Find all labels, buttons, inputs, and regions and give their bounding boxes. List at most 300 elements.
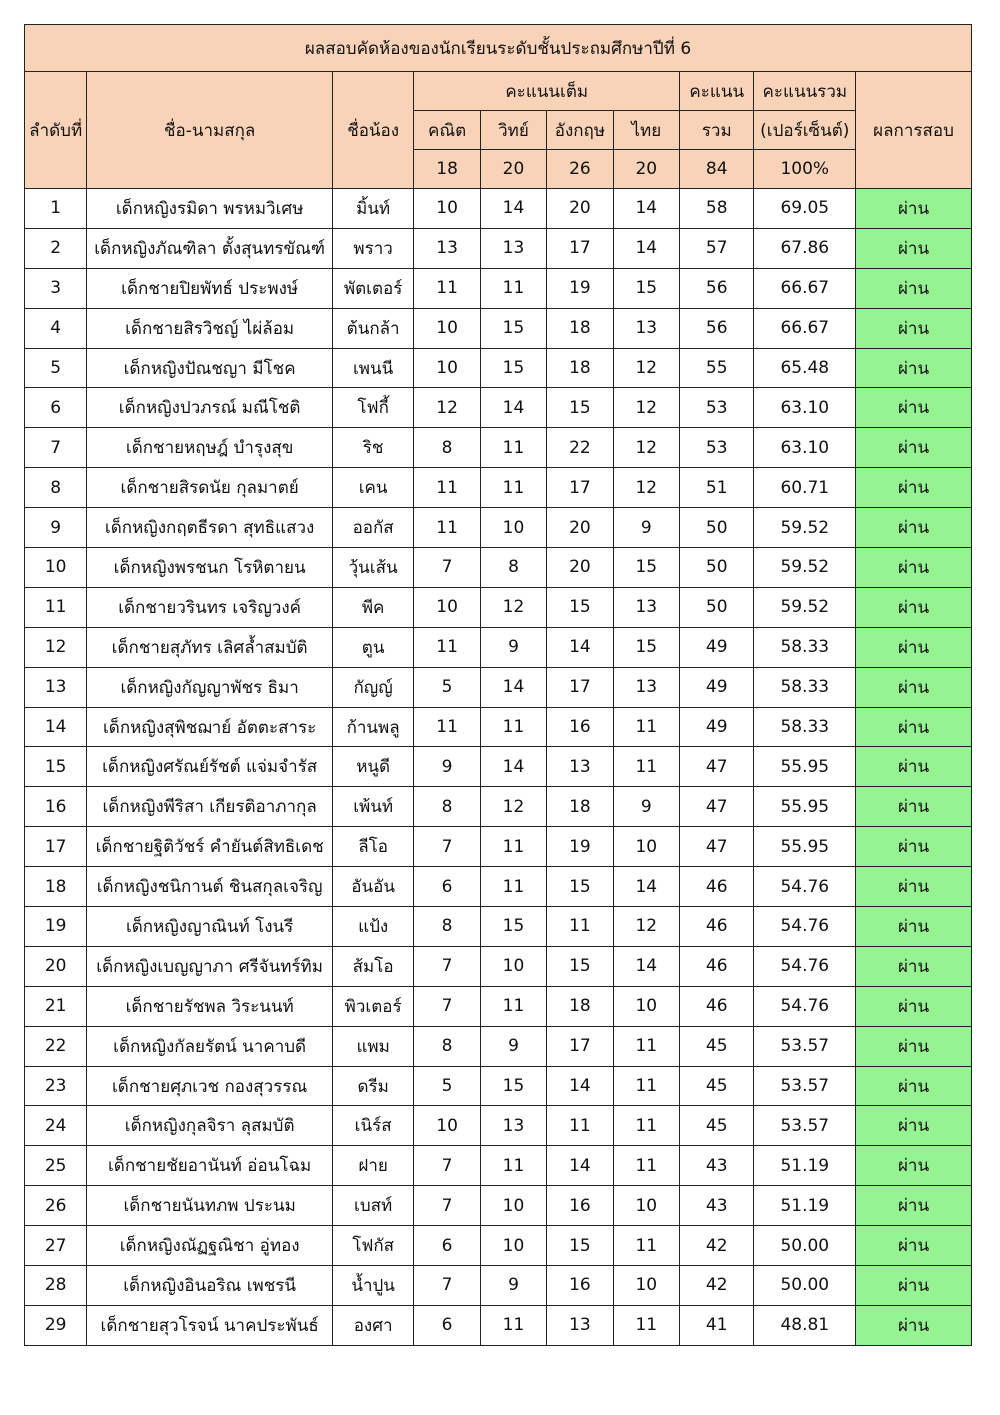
cell-nickname: ริช (332, 428, 414, 468)
cell-english: 15 (547, 587, 613, 627)
cell-name: เด็กหญิงกัลยรัตน์ นาคาบดี (87, 1026, 333, 1066)
table-row (25, 468, 972, 508)
cell-science: 11 (480, 867, 546, 907)
cell-name: เด็กชายนันทภพ ประนม (87, 1186, 333, 1226)
cell-english: 15 (547, 867, 613, 907)
cell-name: เด็กชายฐิติวัชร์ คำยันต์สิทธิเดช (87, 827, 333, 867)
cell-english: 13 (547, 747, 613, 787)
cell-thai: 12 (613, 388, 679, 428)
cell-name: เด็กหญิงกัญญาพัชร ธิมา (87, 667, 333, 707)
cell-thai: 15 (613, 548, 679, 588)
cell-name: เด็กชายหฤษฎ์ บำรุงสุข (87, 428, 333, 468)
cell-percent: 55.95 (754, 747, 856, 787)
table-row (25, 907, 972, 947)
cell-percent: 53.57 (754, 1026, 856, 1066)
cell-percent: 54.76 (754, 946, 856, 986)
cell-science: 10 (480, 508, 546, 548)
cell-nickname: ดรีม (332, 1066, 414, 1106)
cell-result: ผ่าน (856, 707, 972, 747)
cell-percent: 63.10 (754, 388, 856, 428)
cell-nickname: เพนนี (332, 348, 414, 388)
table-row (25, 308, 972, 348)
cell-total: 51 (680, 468, 754, 508)
header-name: ชื่อ-นามสกุล (87, 72, 333, 189)
cell-nickname: พราว (332, 228, 414, 268)
cell-total: 53 (680, 428, 754, 468)
cell-english: 14 (547, 1066, 613, 1106)
cell-name: เด็กหญิงปวภรณ์ มณีโชติ (87, 388, 333, 428)
cell-math: 8 (414, 787, 480, 827)
table-row (25, 428, 972, 468)
cell-nickname: หนูดี (332, 747, 414, 787)
cell-percent: 59.52 (754, 508, 856, 548)
cell-percent: 53.57 (754, 1106, 856, 1146)
cell-english: 16 (547, 1266, 613, 1306)
cell-thai: 15 (613, 627, 679, 667)
table-row (25, 1106, 972, 1146)
cell-math: 6 (414, 1305, 480, 1345)
cell-total: 45 (680, 1106, 754, 1146)
cell-total: 47 (680, 787, 754, 827)
cell-science: 14 (480, 388, 546, 428)
cell-nickname: โฟกัส (332, 1226, 414, 1266)
cell-total: 47 (680, 747, 754, 787)
cell-percent: 54.76 (754, 986, 856, 1026)
cell-math: 7 (414, 1266, 480, 1306)
cell-name: เด็กหญิงอินอริณ เพชรนี (87, 1266, 333, 1306)
cell-math: 6 (414, 1226, 480, 1266)
cell-thai: 15 (613, 268, 679, 308)
table-row (25, 189, 972, 229)
cell-no: 28 (25, 1266, 87, 1306)
cell-english: 14 (547, 1146, 613, 1186)
cell-no: 12 (25, 627, 87, 667)
cell-english: 13 (547, 1305, 613, 1345)
cell-result: ผ่าน (856, 627, 972, 667)
cell-result: ผ่าน (856, 348, 972, 388)
cell-result: ผ่าน (856, 1026, 972, 1066)
cell-no: 29 (25, 1305, 87, 1345)
cell-result: ผ่าน (856, 787, 972, 827)
cell-science: 11 (480, 707, 546, 747)
cell-no: 14 (25, 707, 87, 747)
table-row (25, 827, 972, 867)
cell-total: 50 (680, 587, 754, 627)
cell-english: 16 (547, 1186, 613, 1226)
cell-percent: 51.19 (754, 1186, 856, 1226)
cell-nickname: โฟกี้ (332, 388, 414, 428)
cell-name: เด็กชายสุภัทร เลิศล้ำสมบัติ (87, 627, 333, 667)
cell-math: 5 (414, 1066, 480, 1106)
cell-name: เด็กหญิงพรชนก โรหิตายน (87, 548, 333, 588)
cell-nickname: มิ้นท์ (332, 189, 414, 229)
cell-no: 21 (25, 986, 87, 1026)
cell-result: ผ่าน (856, 747, 972, 787)
cell-no: 10 (25, 548, 87, 588)
header-no: ลำดับที่ (25, 72, 87, 189)
cell-percent: 55.95 (754, 827, 856, 867)
cell-math: 12 (414, 388, 480, 428)
cell-thai: 11 (613, 1305, 679, 1345)
cell-nickname: เบสท์ (332, 1186, 414, 1226)
cell-math: 11 (414, 707, 480, 747)
cell-nickname: ต้นกล้า (332, 308, 414, 348)
cell-name: เด็กหญิงศรัณย์รัชต์ แจ่มจำรัส (87, 747, 333, 787)
cell-name: เด็กชายศุภเวช กองสุวรรณ (87, 1066, 333, 1106)
cell-percent: 50.00 (754, 1226, 856, 1266)
cell-percent: 51.19 (754, 1146, 856, 1186)
results-table (24, 24, 972, 1346)
table-row (25, 1305, 972, 1345)
cell-total: 49 (680, 627, 754, 667)
cell-result: ผ่าน (856, 308, 972, 348)
cell-thai: 14 (613, 228, 679, 268)
cell-nickname: ส้มโอ (332, 946, 414, 986)
cell-total: 42 (680, 1226, 754, 1266)
results-body (25, 189, 972, 1346)
cell-no: 19 (25, 907, 87, 947)
cell-total: 42 (680, 1266, 754, 1306)
cell-total: 46 (680, 907, 754, 947)
cell-result: ผ่าน (856, 1305, 972, 1345)
cell-nickname: อันอัน (332, 867, 414, 907)
cell-no: 16 (25, 787, 87, 827)
cell-no: 27 (25, 1226, 87, 1266)
cell-percent: 58.33 (754, 707, 856, 747)
cell-english: 11 (547, 1106, 613, 1146)
table-row (25, 548, 972, 588)
cell-no: 9 (25, 508, 87, 548)
cell-no: 1 (25, 189, 87, 229)
cell-total: 45 (680, 1026, 754, 1066)
table-row (25, 348, 972, 388)
cell-total: 46 (680, 946, 754, 986)
cell-math: 8 (414, 907, 480, 947)
cell-thai: 10 (613, 1186, 679, 1226)
cell-name: เด็กชายรัชพล วิระนนท์ (87, 986, 333, 1026)
cell-percent: 54.76 (754, 907, 856, 947)
max-english: 26 (547, 150, 613, 189)
table-row (25, 1186, 972, 1226)
cell-nickname: ออกัส (332, 508, 414, 548)
cell-name: เด็กชายปิยพัทธ์ ประพงษ์ (87, 268, 333, 308)
cell-science: 9 (480, 1266, 546, 1306)
cell-thai: 13 (613, 667, 679, 707)
cell-percent: 59.52 (754, 548, 856, 588)
header-full-score: คะแนนเต็ม (414, 72, 680, 111)
cell-math: 10 (414, 348, 480, 388)
table-row (25, 747, 972, 787)
cell-math: 7 (414, 1186, 480, 1226)
cell-total: 45 (680, 1066, 754, 1106)
cell-english: 15 (547, 388, 613, 428)
table-row (25, 707, 972, 747)
cell-name: เด็กหญิงกุลจิรา ลุสมบัติ (87, 1106, 333, 1146)
cell-nickname: เคน (332, 468, 414, 508)
cell-nickname: เพ้นท์ (332, 787, 414, 827)
cell-thai: 11 (613, 1226, 679, 1266)
table-row (25, 946, 972, 986)
cell-science: 9 (480, 1026, 546, 1066)
cell-name: เด็กหญิงเบญญาภา ศรีจันทร์ทิม (87, 946, 333, 986)
cell-english: 11 (547, 907, 613, 947)
cell-percent: 58.33 (754, 627, 856, 667)
cell-science: 11 (480, 468, 546, 508)
cell-name: เด็กชายวรินทร เจริญวงค์ (87, 587, 333, 627)
cell-no: 25 (25, 1146, 87, 1186)
cell-total: 41 (680, 1305, 754, 1345)
cell-no: 13 (25, 667, 87, 707)
cell-science: 15 (480, 1066, 546, 1106)
cell-thai: 10 (613, 827, 679, 867)
cell-percent: 55.95 (754, 787, 856, 827)
table-row (25, 627, 972, 667)
cell-math: 7 (414, 548, 480, 588)
cell-thai: 14 (613, 867, 679, 907)
cell-thai: 14 (613, 946, 679, 986)
cell-thai: 14 (613, 189, 679, 229)
cell-nickname: พิวเตอร์ (332, 986, 414, 1026)
cell-nickname: พัตเตอร์ (332, 268, 414, 308)
cell-result: ผ่าน (856, 508, 972, 548)
cell-nickname: น้ำปูน (332, 1266, 414, 1306)
max-thai: 20 (613, 150, 679, 189)
table-row (25, 1026, 972, 1066)
cell-no: 3 (25, 268, 87, 308)
cell-english: 22 (547, 428, 613, 468)
max-total: 84 (680, 150, 754, 189)
cell-percent: 65.48 (754, 348, 856, 388)
cell-thai: 12 (613, 348, 679, 388)
cell-english: 17 (547, 1026, 613, 1066)
cell-no: 11 (25, 587, 87, 627)
cell-english: 18 (547, 308, 613, 348)
cell-english: 18 (547, 787, 613, 827)
cell-total: 58 (680, 189, 754, 229)
cell-result: ผ่าน (856, 548, 972, 588)
cell-science: 9 (480, 627, 546, 667)
cell-name: เด็กชายสุวโรจน์ นาคประพันธ์ (87, 1305, 333, 1345)
cell-science: 15 (480, 308, 546, 348)
cell-no: 23 (25, 1066, 87, 1106)
cell-result: ผ่าน (856, 867, 972, 907)
cell-math: 8 (414, 428, 480, 468)
header-result: ผลการสอบ (856, 72, 972, 189)
cell-math: 11 (414, 268, 480, 308)
table-row (25, 867, 972, 907)
cell-science: 12 (480, 787, 546, 827)
header-english: อังกฤษ (547, 111, 613, 150)
cell-math: 6 (414, 867, 480, 907)
table-row (25, 787, 972, 827)
cell-percent: 67.86 (754, 228, 856, 268)
cell-nickname: แพม (332, 1026, 414, 1066)
header-total-line1: คะแนน (680, 72, 754, 111)
cell-name: เด็กหญิงชนิกานต์ ชินสกุลเจริญ (87, 867, 333, 907)
max-math: 18 (414, 150, 480, 189)
cell-percent: 66.67 (754, 308, 856, 348)
cell-no: 24 (25, 1106, 87, 1146)
cell-nickname: ตูน (332, 627, 414, 667)
cell-thai: 9 (613, 508, 679, 548)
cell-no: 17 (25, 827, 87, 867)
cell-science: 14 (480, 747, 546, 787)
cell-math: 13 (414, 228, 480, 268)
cell-total: 56 (680, 308, 754, 348)
cell-total: 50 (680, 548, 754, 588)
cell-result: ผ่าน (856, 228, 972, 268)
cell-total: 46 (680, 867, 754, 907)
cell-math: 10 (414, 587, 480, 627)
cell-name: เด็กหญิงณัฏฐณิชา อู่ทอง (87, 1226, 333, 1266)
cell-science: 11 (480, 986, 546, 1026)
cell-math: 11 (414, 627, 480, 667)
cell-result: ผ่าน (856, 189, 972, 229)
cell-english: 18 (547, 348, 613, 388)
cell-math: 7 (414, 946, 480, 986)
cell-name: เด็กหญิงรมิดา พรหมวิเศษ (87, 189, 333, 229)
cell-percent: 59.52 (754, 587, 856, 627)
cell-name: เด็กหญิงกฤตธีรดา สุทธิแสวง (87, 508, 333, 548)
cell-thai: 10 (613, 1266, 679, 1306)
cell-result: ผ่าน (856, 587, 972, 627)
table-row (25, 228, 972, 268)
table-row (25, 1226, 972, 1266)
cell-total: 43 (680, 1146, 754, 1186)
cell-science: 14 (480, 189, 546, 229)
table-row (25, 268, 972, 308)
cell-no: 20 (25, 946, 87, 986)
cell-percent: 48.81 (754, 1305, 856, 1345)
cell-english: 17 (547, 468, 613, 508)
table-row (25, 986, 972, 1026)
page-title: ผลสอบคัดห้องของนักเรียนระดับชั้นประถมศึกษาปีที่ 6 (25, 25, 972, 72)
table-row (25, 587, 972, 627)
cell-result: ผ่าน (856, 907, 972, 947)
cell-science: 13 (480, 228, 546, 268)
cell-science: 10 (480, 1186, 546, 1226)
cell-no: 7 (25, 428, 87, 468)
cell-thai: 11 (613, 707, 679, 747)
cell-result: ผ่าน (856, 428, 972, 468)
cell-english: 17 (547, 667, 613, 707)
cell-math: 5 (414, 667, 480, 707)
cell-nickname: พีค (332, 587, 414, 627)
cell-name: เด็กหญิงพีริสา เกียรติอาภากุล (87, 787, 333, 827)
cell-nickname: ฝาย (332, 1146, 414, 1186)
cell-total: 49 (680, 707, 754, 747)
cell-no: 22 (25, 1026, 87, 1066)
cell-nickname: แป้ง (332, 907, 414, 947)
cell-no: 2 (25, 228, 87, 268)
cell-thai: 11 (613, 1026, 679, 1066)
cell-science: 11 (480, 1146, 546, 1186)
cell-percent: 50.00 (754, 1266, 856, 1306)
cell-science: 14 (480, 667, 546, 707)
cell-english: 19 (547, 268, 613, 308)
table-row (25, 388, 972, 428)
header-percent-line1: คะแนนรวม (754, 72, 856, 111)
cell-result: ผ่าน (856, 268, 972, 308)
cell-total: 49 (680, 667, 754, 707)
cell-nickname: ลีโอ (332, 827, 414, 867)
cell-no: 15 (25, 747, 87, 787)
header-science: วิทย์ (480, 111, 546, 150)
cell-result: ผ่าน (856, 1226, 972, 1266)
cell-total: 46 (680, 986, 754, 1026)
cell-english: 16 (547, 707, 613, 747)
cell-thai: 12 (613, 907, 679, 947)
cell-result: ผ่าน (856, 1146, 972, 1186)
cell-thai: 9 (613, 787, 679, 827)
cell-name: เด็กชายชัยอานันท์ อ่อนโฉม (87, 1146, 333, 1186)
cell-result: ผ่าน (856, 946, 972, 986)
cell-thai: 12 (613, 468, 679, 508)
cell-science: 11 (480, 428, 546, 468)
cell-science: 11 (480, 1305, 546, 1345)
cell-name: เด็กชายสิรดนัย กุลมาตย์ (87, 468, 333, 508)
cell-nickname: กัญญ์ (332, 667, 414, 707)
cell-result: ผ่าน (856, 1106, 972, 1146)
cell-thai: 11 (613, 747, 679, 787)
header-percent-line2: (เปอร์เซ็นต์) (754, 111, 856, 150)
table-row (25, 1066, 972, 1106)
cell-total: 47 (680, 827, 754, 867)
cell-total: 55 (680, 348, 754, 388)
cell-total: 53 (680, 388, 754, 428)
cell-math: 7 (414, 1146, 480, 1186)
table-row (25, 508, 972, 548)
cell-math: 10 (414, 1106, 480, 1146)
cell-result: ผ่าน (856, 468, 972, 508)
cell-no: 5 (25, 348, 87, 388)
cell-thai: 13 (613, 587, 679, 627)
cell-total: 43 (680, 1186, 754, 1226)
cell-name: เด็กหญิงปัณชญา มีโชค (87, 348, 333, 388)
cell-nickname: ก้านพลู (332, 707, 414, 747)
table-row (25, 1146, 972, 1186)
header-nickname: ชื่อน้อง (332, 72, 414, 189)
cell-science: 10 (480, 946, 546, 986)
cell-english: 18 (547, 986, 613, 1026)
cell-science: 15 (480, 907, 546, 947)
cell-english: 20 (547, 508, 613, 548)
cell-percent: 66.67 (754, 268, 856, 308)
cell-math: 10 (414, 308, 480, 348)
cell-science: 12 (480, 587, 546, 627)
cell-nickname: เนิร์ส (332, 1106, 414, 1146)
cell-name: เด็กหญิงภัณฑิลา ตั้งสุนทรขัณฑ์ (87, 228, 333, 268)
cell-percent: 53.57 (754, 1066, 856, 1106)
cell-english: 19 (547, 827, 613, 867)
cell-name: เด็กหญิงญาณินท์ โงนรี (87, 907, 333, 947)
header-math: คณิต (414, 111, 480, 150)
cell-math: 9 (414, 747, 480, 787)
cell-english: 17 (547, 228, 613, 268)
cell-result: ผ่าน (856, 667, 972, 707)
cell-thai: 13 (613, 308, 679, 348)
cell-percent: 58.33 (754, 667, 856, 707)
cell-nickname: วุ้นเส้น (332, 548, 414, 588)
cell-math: 10 (414, 189, 480, 229)
cell-result: ผ่าน (856, 827, 972, 867)
cell-math: 11 (414, 468, 480, 508)
cell-percent: 63.10 (754, 428, 856, 468)
cell-name: เด็กชายสิรวิชญ์ ไผ่ล้อม (87, 308, 333, 348)
cell-math: 11 (414, 508, 480, 548)
cell-total: 50 (680, 508, 754, 548)
cell-result: ผ่าน (856, 986, 972, 1026)
